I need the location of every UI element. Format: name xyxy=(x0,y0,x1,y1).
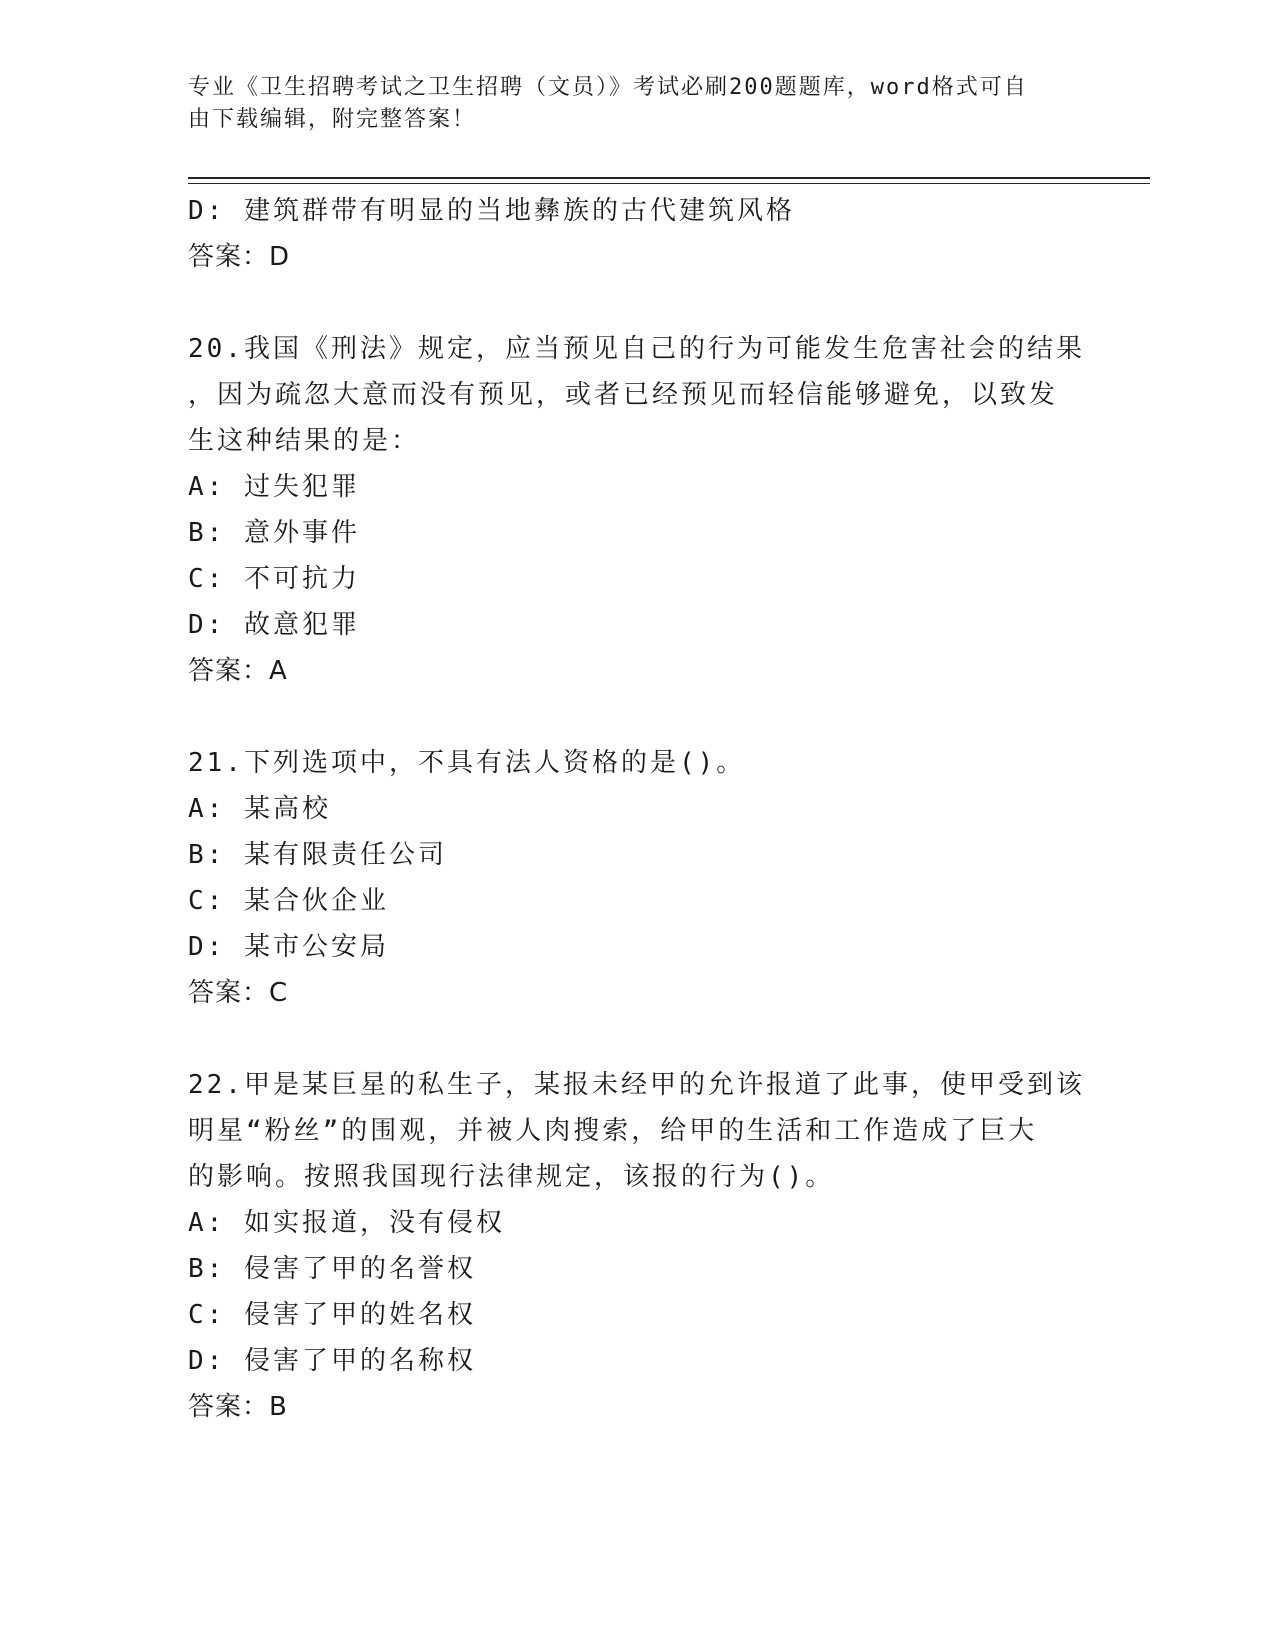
question-20-text-3: 生这种结果的是： xyxy=(188,426,421,456)
question-20-text-2: ，因为疏忽大意而没有预见，或者已经预见而轻信能够避免，以致发 xyxy=(188,380,1059,410)
question-21-text-1: 21.下列选项中，不具有法人资格的是()。 xyxy=(188,748,746,778)
question-20-option-b: B: 意外事件 xyxy=(188,518,360,548)
question-22-option-d: D: 侵害了甲的名称权 xyxy=(188,1346,476,1376)
question-20-option-a: A: 过失犯罪 xyxy=(188,472,360,502)
question-22-text-3: 的影响。按照我国现行法律规定，该报的行为()。 xyxy=(188,1162,835,1192)
question-21-option-c: C: 某合伙企业 xyxy=(188,886,389,916)
question-22-text-2: 明星“粉丝”的围观，并被人肉搜索，给甲的生活和工作造成了巨大 xyxy=(188,1116,1038,1146)
question-20 xyxy=(188,326,1088,694)
question-22-option-c: C: 侵害了甲的姓名权 xyxy=(188,1300,476,1330)
question-21 xyxy=(188,740,1088,1016)
question-20-answer: 答案：A xyxy=(188,656,288,686)
spacer xyxy=(188,694,1088,740)
question-21-option-b: B: 某有限责任公司 xyxy=(188,840,447,870)
header-line-1: 专业《卫生招聘考试之卫生招聘（文员）》考试必刷200题题库，word格式可自 xyxy=(188,75,1028,100)
question-list xyxy=(188,188,1088,1430)
carryover-option-d: D: 建筑群带有明显的当地彝族的古代建筑风格 xyxy=(188,196,795,226)
carryover-answer: 答案：D xyxy=(188,242,291,272)
question-20-text-1: 20.我国《刑法》规定，应当预见自己的行为可能发生危害社会的结果 xyxy=(188,334,1085,364)
question-22-option-b: B: 侵害了甲的名誉权 xyxy=(188,1254,476,1284)
header-divider-thin xyxy=(188,183,1150,184)
spacer xyxy=(188,1016,1088,1062)
header-divider-thick xyxy=(188,177,1150,179)
question-20-option-d: D: 故意犯罪 xyxy=(188,610,360,640)
question-20-option-c: C: 不可抗力 xyxy=(188,564,360,594)
header-line-2: 由下载编辑，附完整答案！ xyxy=(188,107,477,132)
question-22 xyxy=(188,1062,1088,1430)
question-21-option-a: A: 某高校 xyxy=(188,794,331,824)
spacer xyxy=(188,280,1088,326)
question-22-option-a: A: 如实报道，没有侵权 xyxy=(188,1208,505,1238)
document-header xyxy=(188,72,1088,136)
question-22-text-1: 22.甲是某巨星的私生子，某报未经甲的允许报道了此事，使甲受到该 xyxy=(188,1070,1085,1100)
question-22-answer: 答案：B xyxy=(188,1392,288,1422)
question-21-option-d: D: 某市公安局 xyxy=(188,932,389,962)
question-21-answer: 答案：C xyxy=(188,978,289,1008)
